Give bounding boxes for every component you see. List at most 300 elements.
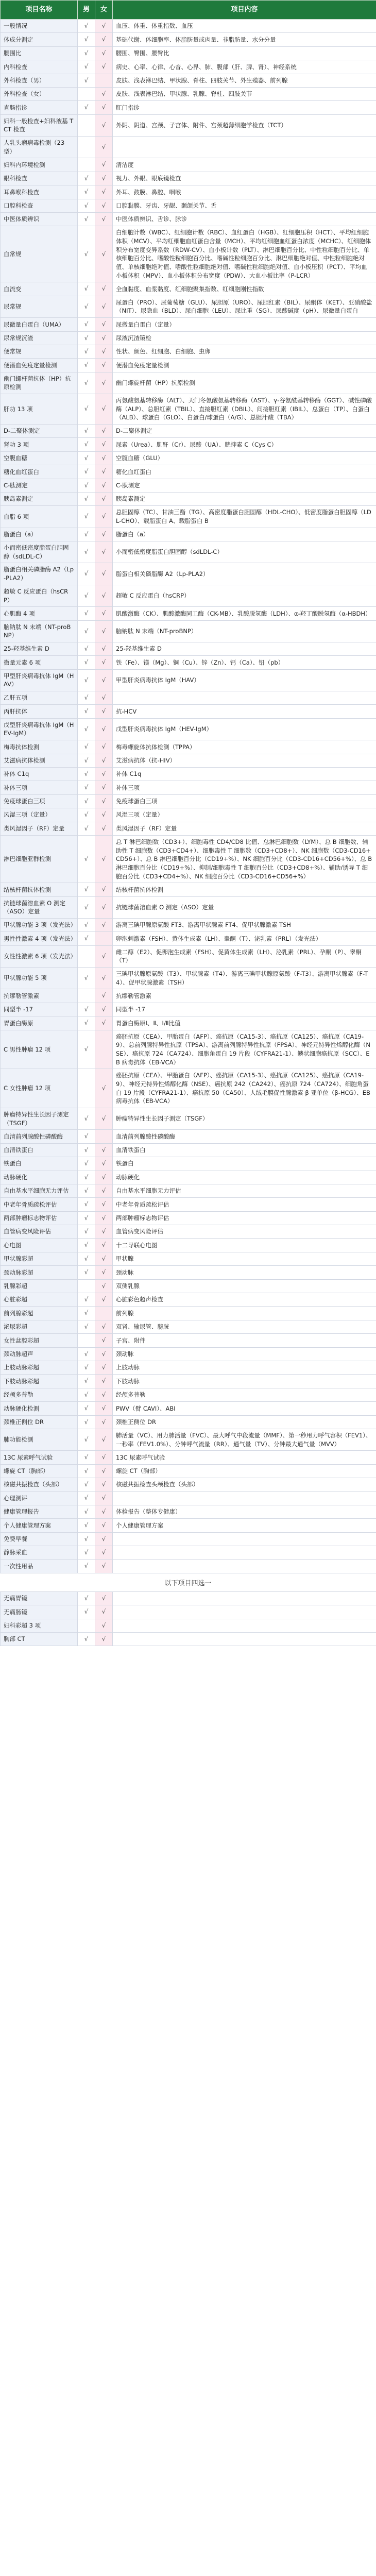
male-mark-cell xyxy=(78,114,95,136)
female-mark-cell xyxy=(95,932,113,945)
female-mark-cell: √ xyxy=(95,669,113,691)
female-mark-cell: √ xyxy=(95,438,113,451)
item-name-cell: 免费早餐 xyxy=(1,1532,78,1546)
table-row xyxy=(1,968,376,989)
item-name-cell: 便潜血免疫定量检测 xyxy=(1,359,78,372)
item-content-cell: 游离三碘甲腺原氨酸 FT3、游离甲状腺素 FT4、促甲状腺激素 TSH xyxy=(113,918,376,931)
table-row xyxy=(1,479,376,492)
item-name-cell: 抗缪勒管激素 xyxy=(1,989,78,1003)
item-name-cell: 心脏彩超 xyxy=(1,1293,78,1307)
item-content-cell xyxy=(113,1591,376,1605)
male-mark-cell: √ xyxy=(78,46,95,60)
female-mark-cell: √ xyxy=(95,359,113,372)
table-row xyxy=(1,1464,376,1478)
header-item-name: 项目名称 xyxy=(1,1,78,20)
male-mark-cell xyxy=(78,1619,95,1632)
table-row xyxy=(1,835,376,883)
item-name-cell: 外科检查（男） xyxy=(1,74,78,87)
table-row xyxy=(1,896,376,918)
table-row xyxy=(1,528,376,541)
item-content-cell: 三碘甲状腺原氨酸（T3）、甲状腺素（T4）、游离三碘甲状腺原氨酸（F-T3）、游离甲状腺素（F-T4）、促甲状腺激素（TSH） xyxy=(113,968,376,989)
female-mark-cell: √ xyxy=(95,114,113,136)
item-name-cell: 前列腺彩超 xyxy=(1,1307,78,1320)
item-name-cell: 肺功能检测 xyxy=(1,1429,78,1450)
item-content-cell: 尿液沉渣镜检 xyxy=(113,331,376,345)
table-row xyxy=(1,642,376,655)
male-mark-cell: √ xyxy=(78,767,95,781)
item-name-cell: 肾功 3 项 xyxy=(1,438,78,451)
table-row xyxy=(1,33,376,46)
item-content-cell: 清洁度 xyxy=(113,158,376,172)
table-row xyxy=(1,563,376,585)
male-mark-cell: √ xyxy=(78,563,95,585)
table-row xyxy=(1,1279,376,1293)
item-content-cell xyxy=(113,137,376,158)
table-row xyxy=(1,20,376,33)
item-content-cell: 中医体质辨识、舌诊、脉诊 xyxy=(113,212,376,226)
female-mark-cell: √ xyxy=(95,1492,113,1505)
item-name-cell: 补体三项 xyxy=(1,781,78,794)
item-content-cell: 中老年骨质疏松评估 xyxy=(113,1198,376,1211)
item-name-cell: 同型半 -17 xyxy=(1,1003,78,1016)
female-mark-cell: √ xyxy=(95,656,113,669)
female-mark-cell: √ xyxy=(95,425,113,438)
female-mark-cell: √ xyxy=(95,479,113,492)
female-mark-cell: √ xyxy=(95,1334,113,1347)
male-mark-cell: √ xyxy=(78,1375,95,1388)
male-mark-cell xyxy=(78,1069,95,1108)
item-content-cell: 十二导联心电图 xyxy=(113,1239,376,1252)
female-mark-cell: √ xyxy=(95,767,113,781)
male-mark-cell: √ xyxy=(78,1532,95,1546)
female-mark-cell: √ xyxy=(95,172,113,185)
female-mark-cell: √ xyxy=(95,137,113,158)
item-name-cell: 血清前列腺酸性磷酸酶 xyxy=(1,1130,78,1143)
table-row xyxy=(1,1632,376,1646)
item-content-cell: 尿蛋白（PRO）、尿葡萄糖（GLU）、尿胆原（URO）、尿胆红素（BIL）、尿酮体（KET）、亚硝酸盐（NIT）、尿隐血（BLD）、尿白细胞（LEU）、尿比重（SG）、尿酸碱度（pH）、尿微量白蛋白 xyxy=(113,296,376,317)
male-mark-cell: √ xyxy=(78,932,95,945)
item-content-cell: 螺旋 CT（胸部） xyxy=(113,1464,376,1478)
optional-items-table xyxy=(0,1591,376,1647)
item-content-cell: 总 T 淋巴细胞数（CD3+）、细胞毒性 CD4/CD8 比值、总淋巴细胞数（LYM）、总 B 细胞数、辅助性 T 细胞数（CD3+CD4+）、细胞毒性 T 细胞数（CD3+CD8+）、NK 细胞数（CD3-CD16+CD56+）、总 B 淋巴细胞百分比（CD19+%）、NK 细胞百分比（CD3-CD16+CD56+%）、总 B 淋巴细胞百分比（CD19+%）、抑制/细胞毒性 T 细胞百分比（CD3+CD8+%）、辅助/诱导 T 细胞百分比（CD3+CD4+%）、NK 细胞百分比（CD3-CD16+CD56+%） xyxy=(113,835,376,883)
female-mark-cell: √ xyxy=(95,1108,113,1130)
male-mark-cell: √ xyxy=(78,669,95,691)
item-name-cell: 颈动脉超声 xyxy=(1,1347,78,1361)
item-name-cell: C 女性肿瘤 12 项 xyxy=(1,1069,78,1108)
table-row xyxy=(1,493,376,506)
male-mark-cell: √ xyxy=(78,1211,95,1225)
male-mark-cell: √ xyxy=(78,372,95,394)
female-mark-cell: √ xyxy=(95,883,113,896)
male-mark-cell: √ xyxy=(78,345,95,358)
item-name-cell: 13C 尿素呼气试验 xyxy=(1,1451,78,1464)
item-name-cell: 结核杆菌抗体检测 xyxy=(1,883,78,896)
female-mark-cell: √ xyxy=(95,345,113,358)
table-row xyxy=(1,932,376,945)
item-name-cell: 直肠指诊 xyxy=(1,101,78,114)
item-name-cell: 艾滋病抗体检测 xyxy=(1,754,78,767)
female-mark-cell: √ xyxy=(95,20,113,33)
item-name-cell: C-肽测定 xyxy=(1,479,78,492)
item-name-cell: 风湿三项（定量） xyxy=(1,808,78,822)
item-content-cell: 幽门螺旋杆菌（HP）抗原检测 xyxy=(113,372,376,394)
male-mark-cell: √ xyxy=(78,394,95,425)
item-name-cell: 静脉采血 xyxy=(1,1546,78,1560)
table-row xyxy=(1,318,376,331)
male-mark-cell: √ xyxy=(78,968,95,989)
male-mark-cell: √ xyxy=(78,506,95,528)
item-name-cell: 中老年骨质疏松评估 xyxy=(1,1198,78,1211)
female-mark-cell: √ xyxy=(95,1211,113,1225)
table-row xyxy=(1,1016,376,1030)
item-content-cell: 胰岛素测定 xyxy=(113,493,376,506)
item-content-cell: 癌胚抗原（CEA）、甲胎蛋白（AFP）、癌抗原（CA15-3）、癌抗原（CA125）、癌抗原（CA19-9）、神经元特异性烯醇化酶（NSE）、癌抗原 242（CA242）、癌抗原 724（CA724）、细胞角蛋白 19 片段（CYFRA21-1）、癌抗原 50（CA50）、人绒毛膜促性腺激素 β 亚单位（β-HCG）、EB 病毒抗体（EB-VCA） xyxy=(113,1069,376,1108)
male-mark-cell: √ xyxy=(78,642,95,655)
item-content-cell: 体检报告（整体专健康） xyxy=(113,1505,376,1518)
female-mark-cell: √ xyxy=(95,718,113,740)
table-row xyxy=(1,781,376,794)
item-content-cell: 铁（Fe）、镁（Mg）、铜（Cu）、锌（Zn）、钙（Ca）、铅（pb） xyxy=(113,656,376,669)
item-content-cell: 总胆固醇（TC）、甘油三酯（TG）、高密度脂蛋白胆固醇（HDL-CHO）、低密度脂蛋白胆固醇（LDL-CHO）、载脂蛋白 A、载脂蛋白 B xyxy=(113,506,376,528)
item-content-cell: 脂蛋白相关磷脂酶 A2（Lp-PLA2） xyxy=(113,563,376,585)
female-mark-cell: √ xyxy=(95,1171,113,1184)
male-mark-cell: √ xyxy=(78,212,95,226)
item-name-cell: 小而密低密度脂蛋白胆固醇（sdLDL-C） xyxy=(1,541,78,563)
male-mark-cell: √ xyxy=(78,740,95,754)
table-row xyxy=(1,1546,376,1560)
item-content-cell: 颈动脉 xyxy=(113,1347,376,1361)
item-name-cell: 幽门螺杆菌抗体（HP）抗原检测 xyxy=(1,372,78,394)
male-mark-cell: √ xyxy=(78,1293,95,1307)
item-content-cell: C-肽测定 xyxy=(113,479,376,492)
item-name-cell: D-二聚体测定 xyxy=(1,425,78,438)
female-mark-cell: √ xyxy=(95,1069,113,1108)
item-content-cell: 下肢动脉 xyxy=(113,1375,376,1388)
table-row xyxy=(1,883,376,896)
item-name-cell: 眼科检查 xyxy=(1,172,78,185)
female-mark-cell: √ xyxy=(95,1402,113,1415)
female-mark-cell: √ xyxy=(95,1320,113,1333)
item-content-cell: 风湿三项（定量） xyxy=(113,808,376,822)
male-mark-cell: √ xyxy=(78,1108,95,1130)
optional-items-divider: 以下项目四选一 xyxy=(164,1579,212,1587)
item-name-cell: 脂蛋白（a） xyxy=(1,528,78,541)
item-content-cell: 双侧乳腺 xyxy=(113,1279,376,1293)
table-row xyxy=(1,1619,376,1632)
item-content-cell: 25-羟基维生素 D xyxy=(113,642,376,655)
item-name-cell: 个人健康管理方案 xyxy=(1,1519,78,1532)
male-mark-cell: √ xyxy=(78,918,95,931)
table-row xyxy=(1,705,376,718)
item-content-cell: 核磁共振检查头颅检查（头部） xyxy=(113,1478,376,1492)
male-mark-cell: √ xyxy=(78,1184,95,1197)
item-content-cell: 13C 尿素呼气试验 xyxy=(113,1451,376,1464)
female-mark-cell: √ xyxy=(95,945,113,967)
item-content-cell: 血管病变风险评估 xyxy=(113,1225,376,1239)
male-mark-cell xyxy=(78,989,95,1003)
table-row xyxy=(1,465,376,479)
table-row xyxy=(1,808,376,822)
item-content-cell: 艾滋病抗体（抗-HIV） xyxy=(113,754,376,767)
item-content-cell: 前列腺 xyxy=(113,1307,376,1320)
female-mark-cell: √ xyxy=(95,1560,113,1573)
item-content-cell: 全血黏度、血浆黏度、红细胞聚集指数、红细胞刚性指数 xyxy=(113,282,376,296)
male-mark-cell: √ xyxy=(78,781,95,794)
female-mark-cell: √ xyxy=(95,607,113,620)
item-content-cell: 颈动脉 xyxy=(113,1266,376,1279)
female-mark-cell: √ xyxy=(95,1361,113,1374)
table-row xyxy=(1,1130,376,1143)
table-row xyxy=(1,1293,376,1307)
male-mark-cell: √ xyxy=(78,1239,95,1252)
male-mark-cell: √ xyxy=(78,794,95,808)
table-row xyxy=(1,172,376,185)
item-name-cell: 一般情况 xyxy=(1,20,78,33)
female-mark-cell: √ xyxy=(95,585,113,606)
item-name-cell: 妇科一般检查+妇科液基 TCT 检查 xyxy=(1,114,78,136)
male-mark-cell: √ xyxy=(78,296,95,317)
male-mark-cell: √ xyxy=(78,1492,95,1505)
item-content-cell: 抗缪勒管激素 xyxy=(113,989,376,1003)
female-mark-cell: √ xyxy=(95,1239,113,1252)
header-male: 男 xyxy=(78,1,95,20)
item-content-cell: 甲状腺 xyxy=(113,1252,376,1265)
female-mark-cell: √ xyxy=(95,705,113,718)
female-mark-cell: √ xyxy=(95,1375,113,1388)
item-content-cell: 尿微量白蛋白（定量） xyxy=(113,318,376,331)
table-row xyxy=(1,74,376,87)
male-mark-cell: √ xyxy=(78,808,95,822)
item-name-cell: 胸部 CT xyxy=(1,1632,78,1646)
table-row xyxy=(1,425,376,438)
item-name-cell: 血清铁蛋白 xyxy=(1,1143,78,1157)
male-mark-cell: √ xyxy=(78,1130,95,1143)
item-name-cell: 血管病变风险评估 xyxy=(1,1225,78,1239)
female-mark-cell: √ xyxy=(95,528,113,541)
item-content-cell: 同型半 -17 xyxy=(113,1003,376,1016)
male-mark-cell: √ xyxy=(78,1505,95,1518)
female-mark-cell: √ xyxy=(95,1266,113,1279)
male-mark-cell: √ xyxy=(78,1266,95,1279)
item-content-cell: 子宫、附件 xyxy=(113,1334,376,1347)
table-row xyxy=(1,1198,376,1211)
item-name-cell: 人乳头瘤病毒检测（23 型） xyxy=(1,137,78,158)
female-mark-cell: √ xyxy=(95,1293,113,1307)
item-name-cell: 颈椎正侧位 DR xyxy=(1,1415,78,1429)
female-mark-cell: √ xyxy=(95,1546,113,1560)
item-name-cell: 血流变 xyxy=(1,282,78,296)
table-row xyxy=(1,1307,376,1320)
table-row xyxy=(1,87,376,100)
table-row xyxy=(1,1402,376,1415)
item-name-cell: 尿常规沉渣 xyxy=(1,331,78,345)
item-name-cell: 类风湿因子（RF）定量 xyxy=(1,822,78,835)
item-name-cell: 甲状腺功能 3 项（发光法） xyxy=(1,918,78,931)
item-name-cell: 颈动脉彩超 xyxy=(1,1266,78,1279)
male-mark-cell xyxy=(78,87,95,100)
table-row xyxy=(1,101,376,114)
item-content-cell: 丙氨酸氨基转移酶（ALT）、天门冬氨酸氨基转移酶（AST）、γ-谷氨酰基转移酶（GGT）、碱性磷酸酶（ALP）、总胆红素（TBIL）、直接胆红素（DBIL）、间接胆红素（IBIL）、总蛋白（TP）、白蛋白（ALB）、球蛋白（GLO）、白蛋白/球蛋白（A/G）、总胆汁酸（TBA） xyxy=(113,394,376,425)
item-name-cell: 超敏 C 反应蛋白（hsCRP） xyxy=(1,585,78,606)
item-content-cell: 梅毒螺旋体抗体检测（TPPA） xyxy=(113,740,376,754)
female-mark-cell: √ xyxy=(95,1347,113,1361)
female-mark-cell: √ xyxy=(95,465,113,479)
item-content-cell: 甲型肝炎病毒抗体 IgM（HAV） xyxy=(113,669,376,691)
male-mark-cell: √ xyxy=(78,1429,95,1450)
item-content-cell: 脂蛋白（a） xyxy=(113,528,376,541)
table-row xyxy=(1,1451,376,1464)
item-name-cell: 空腹血糖 xyxy=(1,451,78,465)
table-row xyxy=(1,740,376,754)
item-name-cell: 核磁共振检查（头部） xyxy=(1,1478,78,1492)
male-mark-cell: √ xyxy=(78,1464,95,1478)
table-row xyxy=(1,754,376,767)
table-row xyxy=(1,1030,376,1069)
female-mark-cell: √ xyxy=(95,1605,113,1619)
table-row xyxy=(1,438,376,451)
male-mark-cell: √ xyxy=(78,20,95,33)
table-row xyxy=(1,822,376,835)
male-mark-cell: √ xyxy=(78,1402,95,1415)
item-content-cell: 超敏 C 反应蛋白（hsCRP） xyxy=(113,585,376,606)
male-mark-cell xyxy=(78,137,95,158)
item-content-cell: 尿素（Urea）、肌酐（Cr）、尿酸（UA）、胱抑素 C（Cys C） xyxy=(113,438,376,451)
item-content-cell: 结核杆菌抗体检测 xyxy=(113,883,376,896)
item-content-cell: 血清铁蛋白 xyxy=(113,1143,376,1157)
item-name-cell: 肿瘤特异性生长因子测定（TSGF） xyxy=(1,1108,78,1130)
item-content-cell: 癌胚抗原（CEA）、甲胎蛋白（AFP）、癌抗原（CA15-3）、癌抗原（CA125）、癌抗原（CA19-9）、总前列腺特异性抗原（TPSA）、游离前列腺特异性抗原（FPSA）、神经元特异性烯醇化酶（NSE）、癌抗原 724（CA724）、细胞角蛋白 19 片段（CYFRA21-1）、鳞状细胞癌抗原（SCC）、EB 病毒抗体（EB-VCA） xyxy=(113,1030,376,1069)
item-content-cell: 口腔黏膜、牙齿、牙龈、颞颌关节、舌 xyxy=(113,199,376,212)
item-name-cell: 螺旋 CT（胸部） xyxy=(1,1464,78,1478)
item-name-cell: 口腔科检查 xyxy=(1,199,78,212)
item-name-cell: 女性盆腔彩超 xyxy=(1,1334,78,1347)
table-row xyxy=(1,282,376,296)
item-name-cell: 便常规 xyxy=(1,345,78,358)
male-mark-cell: √ xyxy=(78,528,95,541)
item-name-cell: 脑钠肽 N 末端（NT-proBNP） xyxy=(1,620,78,642)
table-row xyxy=(1,918,376,931)
male-mark-cell: √ xyxy=(78,479,95,492)
item-name-cell: 健康管理报告 xyxy=(1,1505,78,1518)
item-content-cell: 肿瘤特异性生长因子测定（TSGF） xyxy=(113,1108,376,1130)
item-content-cell: D-二聚体测定 xyxy=(113,425,376,438)
female-mark-cell: √ xyxy=(95,87,113,100)
table-row xyxy=(1,1591,376,1605)
table-row xyxy=(1,1003,376,1016)
item-content-cell: 脑钠肽 N 末端（NT-proBNP） xyxy=(113,620,376,642)
table-row xyxy=(1,945,376,967)
item-name-cell: 动脉硬化检测 xyxy=(1,1402,78,1415)
item-name-cell: 妇科内环境检测 xyxy=(1,158,78,172)
item-name-cell: 尿常规 xyxy=(1,296,78,317)
table-row xyxy=(1,1361,376,1374)
female-mark-cell xyxy=(95,74,113,87)
table-row xyxy=(1,60,376,74)
table-row xyxy=(1,372,376,394)
female-mark-cell: √ xyxy=(95,781,113,794)
item-name-cell: 腰围比 xyxy=(1,46,78,60)
female-mark-cell: √ xyxy=(95,1252,113,1265)
item-content-cell: 自由基水平细胞无力评估 xyxy=(113,1184,376,1197)
item-name-cell: 耳鼻喉科检查 xyxy=(1,185,78,199)
female-mark-cell: √ xyxy=(95,835,113,883)
item-content-cell: 胃蛋白酶原Ⅰ、Ⅱ、Ⅰ/Ⅱ比值 xyxy=(113,1016,376,1030)
male-mark-cell: √ xyxy=(78,620,95,642)
item-content-cell: 基础代谢、体细胞率、体脂肪量或肉量、非脂肪量、水分分量 xyxy=(113,33,376,46)
item-content-cell: 病史、心率、心律、心音、心界、肺、腹部（肝、脾、肾）、神经系统 xyxy=(113,60,376,74)
female-mark-cell: √ xyxy=(95,1632,113,1646)
table-row xyxy=(1,1171,376,1184)
female-mark-cell: √ xyxy=(95,1157,113,1171)
item-content-cell: 肌酸激酶（CK）、肌酸激酶同工酶（CK-MB）、乳酸脱氢酶（LDH）、α-羟丁酸脱氢酶（α-HBDH） xyxy=(113,607,376,620)
male-mark-cell: √ xyxy=(78,318,95,331)
item-name-cell: 外科检查（女） xyxy=(1,87,78,100)
female-mark-cell: √ xyxy=(95,1464,113,1478)
item-content-cell: 白细胞计数（WBC）、红细胞计数（RBC）、血红蛋白（HGB）、红细胞压积（HCT）、平均红细胞体积（MCV）、平均红细胞血红蛋白含量（MCH）、平均红细胞血红蛋白浓度（MCHC）、红细胞体积分布宽度变异系数（RDW-CV）、血小板计数（PLT）、淋巴细胞百分比、中性粒细胞百分比、单核细胞百分比、嗜酸性粒细胞百分比、嗜碱性粒细胞百分比、淋巴细胞绝对值、中性粒细胞绝对值、单核细胞绝对值、嗜酸性粒细胞绝对值、嗜碱性粒细胞绝对值、血小板压积（PCT）、平均血小板体积（MPV）、血小板体积分布宽度（PDW）、大血小板比率（P-LCR） xyxy=(113,226,376,282)
item-content-cell: 性状、颜色、红细胞、白细胞、虫卵 xyxy=(113,345,376,358)
male-mark-cell: √ xyxy=(78,33,95,46)
male-mark-cell: √ xyxy=(78,74,95,87)
table-row xyxy=(1,1375,376,1388)
item-content-cell: 补体 C1q xyxy=(113,767,376,781)
female-mark-cell: √ xyxy=(95,1198,113,1211)
male-mark-cell: √ xyxy=(78,1361,95,1374)
female-mark-cell: √ xyxy=(95,1143,113,1157)
item-content-cell: 双肾、输尿管、膀胱 xyxy=(113,1320,376,1333)
female-mark-cell: √ xyxy=(95,1591,113,1605)
item-content-cell xyxy=(113,1532,376,1546)
item-name-cell: 自由基水平细胞无力评估 xyxy=(1,1184,78,1197)
item-name-cell: 甲状腺功能 5 项 xyxy=(1,968,78,989)
item-name-cell: 泌尿彩超 xyxy=(1,1320,78,1333)
table-row xyxy=(1,137,376,158)
item-content-cell xyxy=(113,1546,376,1560)
male-mark-cell: √ xyxy=(78,1307,95,1320)
table-row xyxy=(1,718,376,740)
item-name-cell: 无痛肠镜 xyxy=(1,1605,78,1619)
table-row xyxy=(1,1492,376,1505)
male-mark-cell: √ xyxy=(78,1225,95,1239)
female-mark-cell xyxy=(95,1307,113,1320)
item-name-cell: 糖化血红蛋白 xyxy=(1,465,78,479)
female-mark-cell: √ xyxy=(95,620,113,642)
male-mark-cell: √ xyxy=(78,754,95,767)
item-content-cell: 两部肿瘤标志物评估 xyxy=(113,1211,376,1225)
table-row xyxy=(1,1334,376,1347)
male-mark-cell: √ xyxy=(78,691,95,705)
female-mark-cell: √ xyxy=(95,1429,113,1450)
item-name-cell: 血脂 6 项 xyxy=(1,506,78,528)
female-mark-cell: √ xyxy=(95,296,113,317)
item-content-cell: 肺活量（VC）、用力肺活量（FVC）、最大呼气中段流量（MMF）、第一秒用力呼气容积（FEV1）、一秒率（FEV1.0%）、分钟呼气流量（RR）、通气量（TV）、分钟最大通气量（MVV） xyxy=(113,1429,376,1450)
item-content-cell: 腰围、臀围、腰臀比 xyxy=(113,46,376,60)
table-row xyxy=(1,1347,376,1361)
table-row xyxy=(1,296,376,317)
item-content-cell: 便潜血免疫定量检测 xyxy=(113,359,376,372)
table-row xyxy=(1,1157,376,1171)
table-row xyxy=(1,451,376,465)
table-row xyxy=(1,656,376,669)
table-row xyxy=(1,541,376,563)
item-name-cell: 淋巴细胞亚群检测 xyxy=(1,835,78,883)
table-row xyxy=(1,1478,376,1492)
male-mark-cell: √ xyxy=(78,1347,95,1361)
table-row xyxy=(1,1320,376,1333)
male-mark-cell: √ xyxy=(78,226,95,282)
item-content-cell: 颈椎正侧位 DR xyxy=(113,1415,376,1429)
item-name-cell: 上肢动脉彩超 xyxy=(1,1361,78,1374)
table-row xyxy=(1,506,376,528)
